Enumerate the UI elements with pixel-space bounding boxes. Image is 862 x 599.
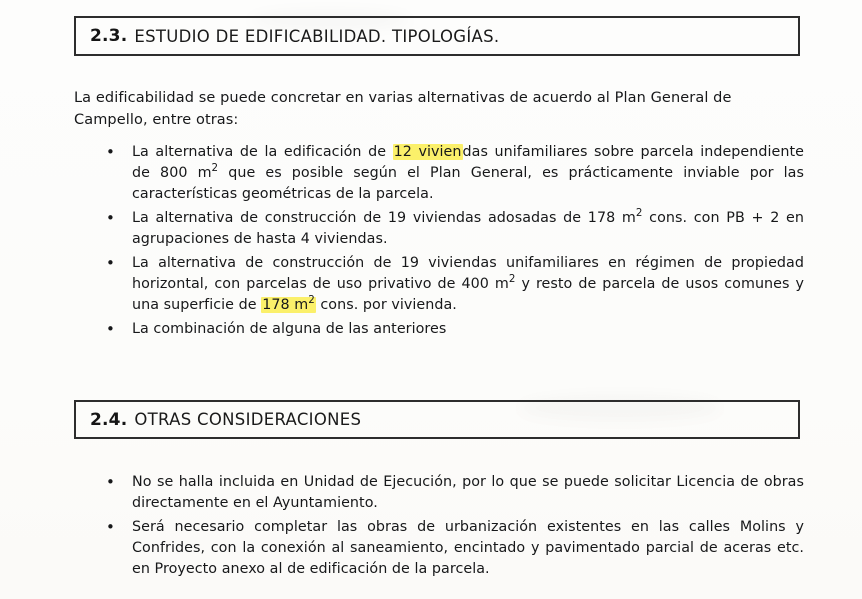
list-item	[98, 517, 804, 580]
bullet-list-2-3	[98, 142, 804, 343]
highlighted-text: 178 $m^2$	[262, 294, 315, 314]
list-item-text: cons. por vivienda.	[315, 297, 457, 314]
list-item	[98, 472, 804, 514]
list-item-text: No se halla incluida en Unidad de Ejecución, por lo que se puede solicitar Licencia de obras directamente en el Ayuntamiento.	[132, 474, 804, 512]
section-heading-2-3	[74, 16, 800, 56]
list-item-text: das unifamiliares sobre parcela independiente de 800 $m^2$ que es posible según el Plan General, es prácticamente inviable por las características geométricas de la parcela.	[132, 144, 804, 203]
highlighted-text: 12 vivien	[393, 144, 462, 160]
section-number: 2.4.	[90, 409, 128, 430]
section-title: OTRAS CONSIDERACIONES	[134, 410, 362, 429]
section-title: ESTUDIO DE EDIFICABILIDAD. TIPOLOGÍAS.	[134, 26, 500, 46]
section-heading-2-4	[74, 400, 800, 439]
list-item-text: La alternativa de construcción de 19 viviendas unifamiliares en régimen de propiedad horizontal, con parcelas de uso privativo de 400 $m^2$ y resto de parcela de usos comunes y una superficie de	[132, 255, 804, 314]
list-item-text: La alternativa de construcción de 19 viviendas adosadas de 178 $m^2$ cons. con PB + 2 en agrupaciones de hasta 4 viviendas.	[132, 207, 804, 248]
list-item-text: La combinación de alguna de las anteriores	[132, 321, 447, 338]
section-number: 2.3.	[90, 26, 128, 46]
list-item	[98, 319, 804, 340]
bullet-list-2-4	[98, 472, 804, 583]
list-item	[98, 208, 804, 250]
list-item	[98, 253, 804, 316]
section-intro-paragraph: La edificabilidad se puede concretar en varias alternativas de acuerdo al Plan General de Campello, entre otras:	[74, 90, 732, 128]
list-item-text: La alternativa de la edificación de	[132, 144, 393, 160]
list-item	[98, 142, 804, 205]
list-item-text: Será necesario completar las obras de urbanización existentes en las calles Molins y Confrides, con la conexión al saneamiento, encintado y pavimentado parcial de aceras etc. en Proyecto anexo al de edificación de la parcela.	[132, 519, 804, 578]
